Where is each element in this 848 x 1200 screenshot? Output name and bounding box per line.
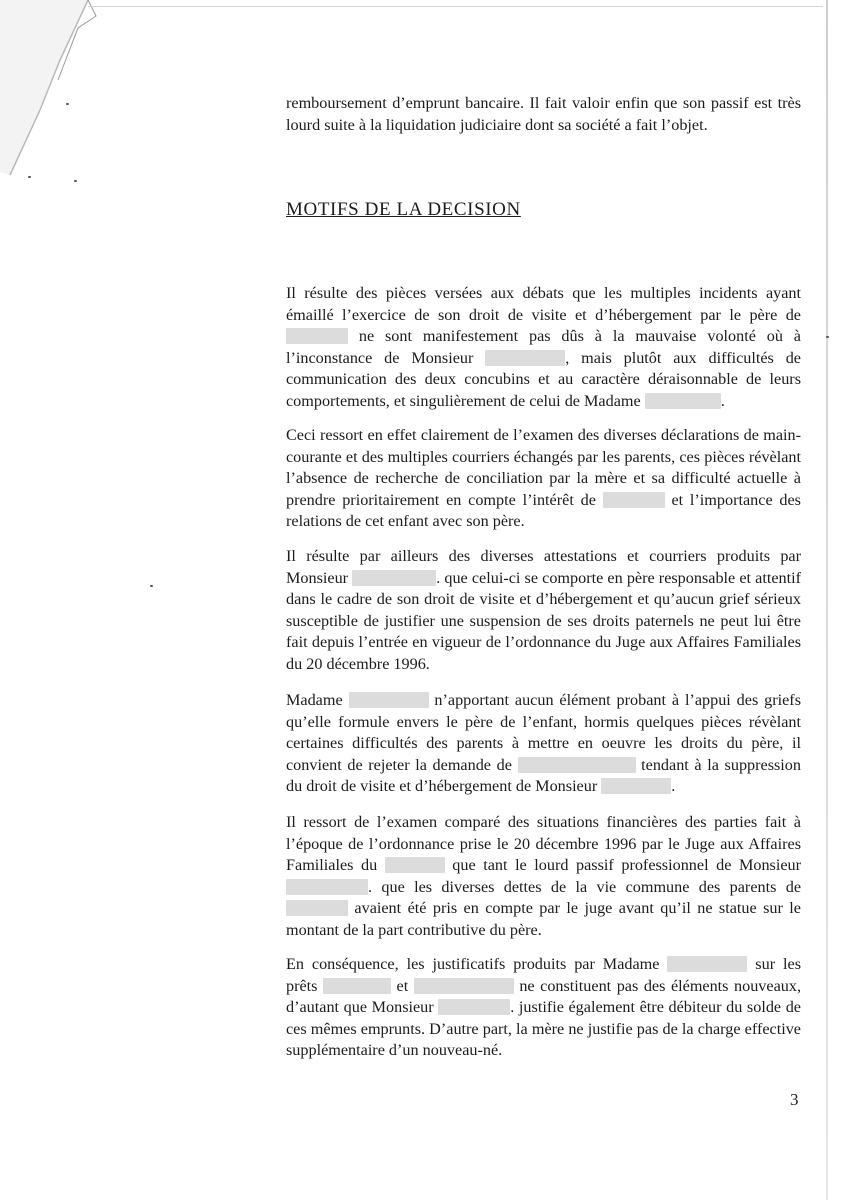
scan-speck — [826, 336, 829, 338]
paragraph-text: , mais plutôt aux difficultés de communication des deux concubins et au caractère déraisonnable de leurs comportements, et singulièrement de celui de Madame — [286, 348, 801, 410]
paragraph-text: n’apportant aucun élément probant à l’appui des griefs qu’elle formule envers le père de l’enfant, hormis quelques pièces révèlant certaines difficultés des parents à mettre en oeuvre les droits du père, il convient de rejeter la demande de — [286, 691, 801, 774]
redacted-name — [352, 570, 436, 586]
paragraph-text: . que les diverses dettes de la vie commune des parents de — [368, 877, 801, 896]
scan-speck — [150, 585, 153, 587]
paragraph-text: . — [671, 777, 676, 796]
paragraph-text: . justifie également être débiteur du solde de ces mêmes emprunts. D’autre part, la mère ne justifie pas de la charge effective supplémentaire d’un nouveau-né. — [286, 998, 801, 1060]
paragraph-text: . — [720, 391, 725, 410]
paragraph-text: . que celui-ci se comporte en père responsable et attentif dans le cadre de son droit de visite et d’hébergement et qu’aucun grief sérieux susceptible de justifier une suspension de ses droits paternels ne peut lui être fait depuis l’entrée en vigueur de l’ordonnance du Juge aux Affaires Familiales du 20 décembre 1996. — [286, 568, 802, 673]
paragraph-6 — [286, 954, 801, 1062]
redacted-name — [601, 778, 671, 794]
paragraph-text: Ceci ressort en effet clairement de l’examen des diverses déclarations de main-courante et des multiples courriers échangés par les parents, ces pièces révèlant l’absence de recherche de conciliation par la mère et sa difficulté actuelle à prendre prioritairement en compte l’intérêt de — [286, 426, 801, 509]
redacted-name — [485, 350, 565, 366]
paragraph-text: Il résulte des pièces versées aux débats que les multiples incidents ayant émaillé l’exercice de son droit de visite et d’hébergement par le père de — [286, 284, 801, 324]
paragraph-1 — [286, 283, 801, 413]
redacted-name — [603, 492, 665, 508]
paragraph-4 — [286, 690, 801, 798]
paragraph-text: Madame — [286, 691, 349, 709]
redacted-name — [385, 857, 445, 873]
paragraph-3 — [286, 546, 801, 676]
paragraph-text: et — [391, 976, 414, 995]
redacted-name — [518, 757, 636, 773]
scan-top-edge — [88, 6, 823, 7]
redacted-name — [323, 978, 391, 994]
paragraph-intro — [286, 93, 801, 136]
page-number: 3 — [790, 1090, 799, 1109]
redacted-name — [286, 900, 348, 916]
paragraph-text: tendant à la suppression du droit de visite et d’hébergement de Monsieur — [286, 755, 801, 796]
paragraph-5 — [286, 812, 801, 942]
scan-right-edge — [826, 0, 828, 1200]
paragraph-text: remboursement d’emprunt bancaire. Il fait valoir enfin que son passif est très lourd suite à la liquidation judiciaire dont sa société a fait l’objet. — [286, 94, 801, 134]
redacted-name — [286, 879, 368, 895]
paragraph-text: avaient été pris en compte par le juge avant qu’il ne statue sur le montant de la part contributive du père. — [286, 899, 801, 939]
paragraph-text: En conséquence, les justificatifs produits par Madame — [286, 955, 668, 973]
paragraph-text: que tant le lourd passif professionnel de Monsieur — [444, 856, 802, 875]
redacted-name — [349, 692, 429, 708]
redacted-name — [414, 978, 514, 994]
redacted-name — [667, 956, 747, 972]
scan-speck — [28, 176, 31, 178]
redacted-name — [645, 393, 721, 409]
redacted-name — [438, 999, 510, 1015]
scan-speck — [74, 180, 77, 182]
paragraph-text: ne constituent pas des éléments nouveaux, d’autant que Monsieur — [286, 976, 802, 1017]
section-heading: MOTIFS DE LA DECISION — [286, 199, 521, 220]
paragraph-2 — [286, 425, 801, 533]
paragraph-text: ne sont manifestement pas dûs à la mauvaise volonté où à l’inconstance de Monsieur — [286, 327, 801, 367]
redacted-name — [286, 328, 348, 344]
paragraph-text: sur les prêts — [286, 955, 801, 995]
paragraph-text: Il ressort de l’examen comparé des situations financières des parties fait à l’époque de l’ordonnance prise le 20 décembre 1996 par le Juge aux Affaires Familiales du — [286, 813, 801, 875]
paragraph-text: et l’importance des relations de cet enfant avec son père. — [286, 490, 801, 531]
folded-corner — [0, 0, 130, 180]
scan-speck — [66, 103, 69, 105]
paragraph-text: Il résulte par ailleurs des diverses attestations et courriers produits par Monsieur — [286, 547, 801, 587]
